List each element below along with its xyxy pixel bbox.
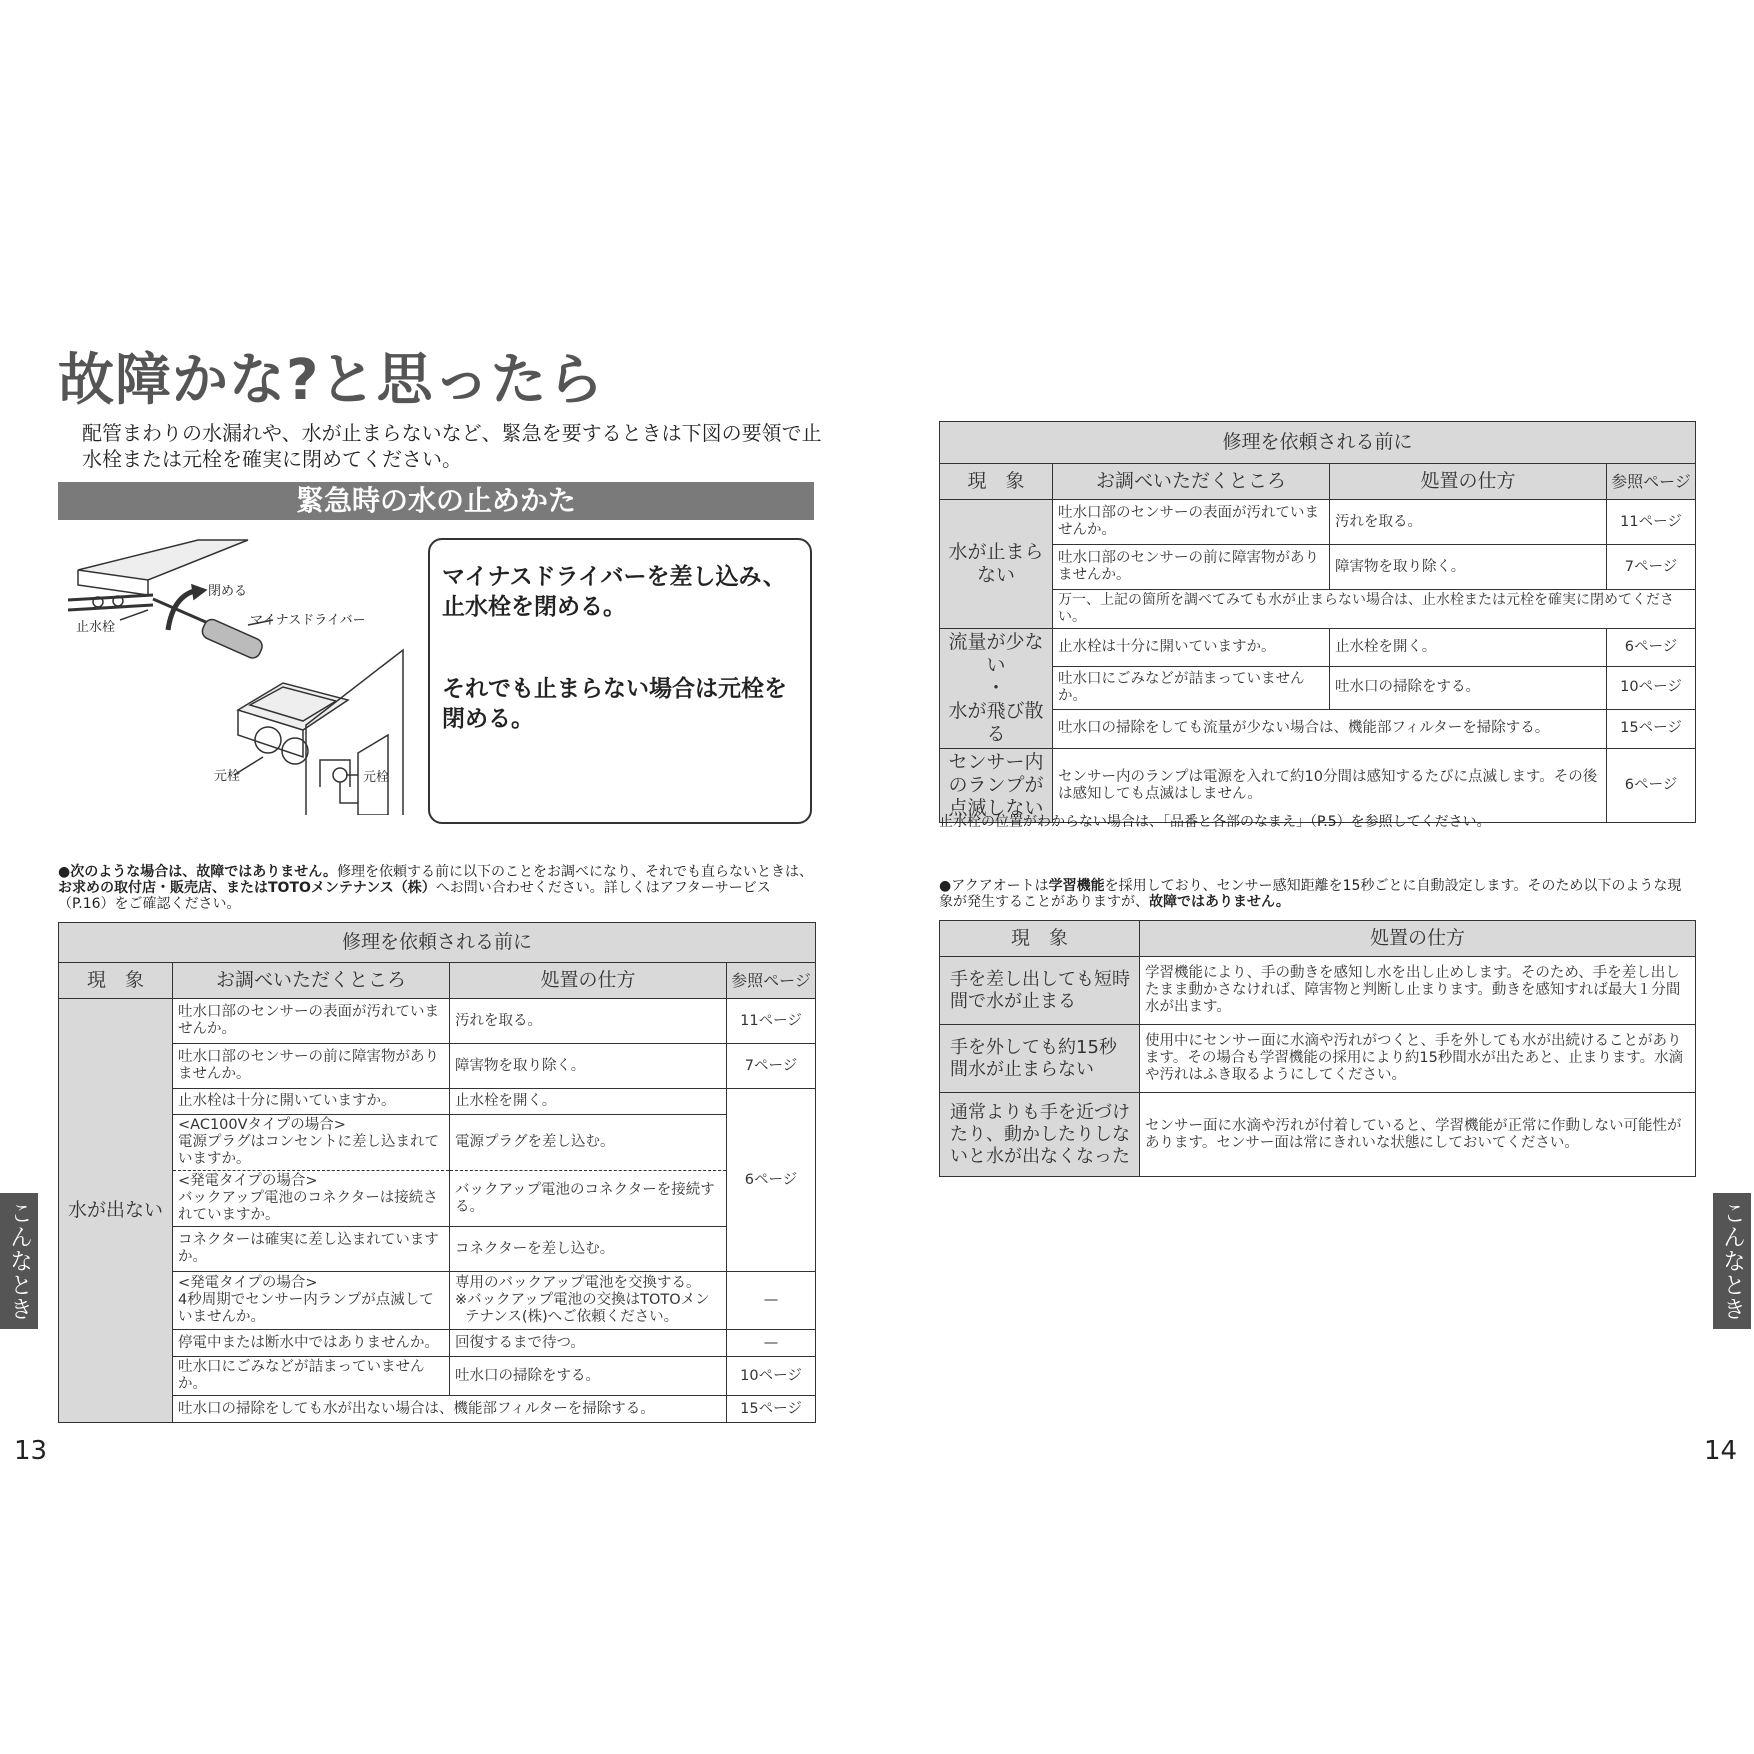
check-cell: 吐水口にごみなどが詰まっていませんか。 xyxy=(1053,667,1330,710)
stop-valve-location-note: 止水栓の位置がわからない場合は、「品番と各部のなまえ」（P.5）を参照してください。 xyxy=(939,814,1491,830)
symptom-line: 流量が少ない xyxy=(948,631,1044,676)
check-cell: 止水栓は十分に開いていますか。 xyxy=(1053,629,1330,667)
label-main-valve-2: 元栓 xyxy=(363,770,390,785)
col-symptom: 現 象 xyxy=(940,921,1140,957)
table-row xyxy=(59,1396,816,1423)
check-text: 4秒周期でセンサー内ランプが点滅していませんか。 xyxy=(178,1292,434,1325)
right-troubleshooting-table xyxy=(939,421,1696,823)
fix-cell: 汚れを取る。 xyxy=(1330,500,1607,545)
check-cell: 吐水口部のセンサーの前に障害物がありませんか。 xyxy=(173,1044,450,1089)
note-lead: ●次のような場合は、故障ではありません。 xyxy=(58,864,338,880)
note-lead: ●アクアオートは xyxy=(939,878,1049,894)
page-number-14: 14 xyxy=(1704,1436,1738,1466)
label-main-valve-1: 元栓 xyxy=(214,769,241,784)
ref-cell: 7ページ xyxy=(727,1044,816,1089)
ref-cell: 7ページ xyxy=(1607,545,1696,590)
fix-cell: 止水栓を開く。 xyxy=(450,1089,727,1115)
note-body: を採用しており、センサー感知距離を15秒ごとに自動設定します。そのため以下のような現象が発生することがありますが、 xyxy=(939,878,1682,910)
check-text: バックアップ電池のコネクターは接続されていますか。 xyxy=(178,1190,438,1223)
left-troubleshooting-table xyxy=(58,922,816,1423)
table-caption: 修理を依頼される前に xyxy=(59,923,816,963)
table-row xyxy=(59,1272,816,1330)
table-row xyxy=(940,1025,1696,1093)
col-ref: 参照ページ xyxy=(727,963,816,999)
check-cell: 止水栓は十分に開いていますか。 xyxy=(173,1089,450,1115)
symptom-low-flow xyxy=(940,629,1053,749)
table-row xyxy=(59,1115,816,1171)
label-screwdriver: マイナスドライバー xyxy=(250,613,366,628)
ref-cell: 10ページ xyxy=(727,1357,816,1396)
col-check: お調べいただくところ xyxy=(1053,464,1330,500)
fix-cell: 障害物を取り除く。 xyxy=(1330,545,1607,590)
symptom-cell: 手を差し出しても短時間で水が止まる xyxy=(940,957,1140,1025)
fix-cell: コネクターを差し込む。 xyxy=(450,1227,727,1272)
col-ref: 参照ページ xyxy=(1607,464,1696,500)
table-caption: 修理を依頼される前に xyxy=(940,422,1696,464)
fix-text: 専用のバックアップ電池を交換する。 xyxy=(455,1275,701,1291)
symptom-cell: 通常よりも手を近づけたり、動かしたりしないと水が出なくなった xyxy=(940,1093,1140,1177)
fix-cell: 吐水口の掃除をする。 xyxy=(450,1357,727,1396)
instruction-step-1: マイナスドライバーを差し込み、止水栓を閉める。 xyxy=(442,564,786,620)
table-row xyxy=(940,749,1696,823)
check-cell: 停電中または断水中ではありませんか。 xyxy=(173,1330,450,1357)
check-cell xyxy=(173,1171,450,1227)
col-symptom: 現 象 xyxy=(59,963,173,999)
fix-cell: 学習機能により、手の動きを感知し水を出し止めします。そのため、手を差し出したまま動かさなければ、障害物と判断し止まります。動きを感知すれば最大１分間水が出ます。 xyxy=(1140,957,1696,1025)
check-heading: <発電タイプの場合> xyxy=(178,1173,318,1189)
col-fix: 処置の仕方 xyxy=(1140,921,1696,957)
not-a-fault-note xyxy=(58,864,814,912)
learning-function-table xyxy=(939,920,1696,1177)
table-row xyxy=(59,1044,816,1089)
table-row xyxy=(940,667,1696,710)
check-cell xyxy=(173,1115,450,1171)
col-fix: 処置の仕方 xyxy=(450,963,727,999)
ref-cell: 6ページ xyxy=(1607,749,1696,823)
fix-cell: バックアップ電池のコネクターを接続する。 xyxy=(450,1171,727,1227)
table-row xyxy=(940,709,1696,748)
instruction-step-2: それでも止まらない場合は元栓を閉める。 xyxy=(442,676,787,732)
table-row xyxy=(59,1089,816,1115)
table-row xyxy=(59,1330,816,1357)
fix-cell: 回復するまで待つ。 xyxy=(450,1330,727,1357)
check-cell: 吐水口部のセンサーの前に障害物がありませんか。 xyxy=(1053,545,1330,590)
section-heading-emergency: 緊急時の水の止めかた xyxy=(58,482,814,520)
symptom-lamp-not-blinking: センサー内のランプが点滅しない xyxy=(940,749,1053,823)
page-number-13: 13 xyxy=(14,1436,48,1466)
ref-cell: 6ページ xyxy=(727,1089,816,1272)
ref-cell: 6ページ xyxy=(1607,629,1696,667)
note-body-1: 修理を依頼する前に以下のことをお調べになり、それでも直らないときは、 xyxy=(337,864,814,880)
table-row xyxy=(940,1093,1696,1177)
fix-cell: 使用中にセンサー面に水滴や汚れがつくと、手を外しても水が出続けることがあります。その場合も学習機能の採用により約15秒間水が出たあと、止まります。水滴や汚れはふき取るようにしてください。 xyxy=(1140,1025,1696,1093)
check-cell xyxy=(173,1272,450,1330)
side-tab-right: こんなときは xyxy=(1713,1193,1751,1329)
fix-note: ※バックアップ電池の交換はTOTOメンテナンス(株)へご依頼ください。 xyxy=(455,1292,710,1325)
check-heading: <AC100Vタイプの場合> xyxy=(178,1117,346,1133)
ref-cell: — xyxy=(727,1272,816,1330)
fix-cell: 汚れを取る。 xyxy=(450,999,727,1044)
check-cell: センサー内のランプは電源を入れて約10分間は感知するたびに点滅します。その後は感知しても点滅はしません。 xyxy=(1053,749,1607,823)
check-cell: コネクターは確実に差し込まれていますか。 xyxy=(173,1227,450,1272)
table-row xyxy=(59,999,816,1044)
table-row xyxy=(59,1171,816,1227)
ref-cell: 15ページ xyxy=(727,1396,816,1423)
note-emphasis: 学習機能 xyxy=(1048,878,1105,894)
check-cell: 万一、上記の箇所を調べてみても水が止まらない場合は、止水栓または元栓を確実に閉めてください。 xyxy=(1053,590,1696,629)
side-tab-left: こんなとき xyxy=(0,1193,38,1329)
table-row xyxy=(940,500,1696,545)
note-contact: お求めの取付店・販売店、またはTOTOメンテナンス（株） xyxy=(58,880,436,896)
symptom-separator: ・ xyxy=(986,677,1006,699)
check-text: 電源プラグはコンセントに差し込まれていますか。 xyxy=(178,1134,439,1167)
note-body-2: へお問い合わせください。詳しくはアフターサービス（P.16）をご確認ください。 xyxy=(58,880,771,912)
fix-cell xyxy=(450,1272,727,1330)
symptom-water-not-stopping: 水が止まらない xyxy=(940,500,1053,629)
col-check: お調べいただくところ xyxy=(173,963,450,999)
check-cell: 吐水口部のセンサーの表面が汚れていませんか。 xyxy=(1053,500,1330,545)
fix-cell: 吐水口の掃除をする。 xyxy=(1330,667,1607,710)
note-emphasis: 故障ではありません。 xyxy=(1149,894,1290,910)
ref-cell: 11ページ xyxy=(727,999,816,1044)
label-close: 閉める xyxy=(208,584,248,599)
fix-cell: 電源プラグを差し込む。 xyxy=(450,1115,727,1171)
ref-cell: 10ページ xyxy=(1607,667,1696,710)
intro-text: 配管まわりの水漏れや、水が止まらないなど、緊急を要するときは下図の要領で止水栓または元栓を確実に閉めてください。 xyxy=(82,421,822,471)
table-row xyxy=(940,545,1696,590)
check-cell: 吐水口の掃除をしても水が出ない場合は、機能部フィルターを掃除する。 xyxy=(173,1396,727,1423)
check-heading: <発電タイプの場合> xyxy=(178,1275,318,1291)
table-row xyxy=(940,590,1696,629)
check-cell: 吐水口の掃除をしても流量が少ない場合は、機能部フィルターを掃除する。 xyxy=(1053,709,1607,748)
symptom-cell: 手を外しても約15秒間水が止まらない xyxy=(940,1025,1140,1093)
col-fix: 処置の仕方 xyxy=(1330,464,1607,500)
symptom-no-water: 水が出ない xyxy=(59,999,173,1423)
col-symptom: 現 象 xyxy=(940,464,1053,500)
page-title: 故障かな?と思ったら xyxy=(58,348,605,413)
fix-cell: センサー面に水滴や汚れが付着していると、学習機能が正常に作動しない可能性があります。センサー面は常にきれいな状態にしておいてください。 xyxy=(1140,1093,1696,1177)
check-cell: 吐水口にごみなどが詰まっていませんか。 xyxy=(173,1357,450,1396)
fix-cell: 止水栓を開く。 xyxy=(1330,629,1607,667)
instruction-box xyxy=(428,538,812,824)
valve-closing-illustration xyxy=(58,535,428,815)
table-row xyxy=(59,1357,816,1396)
table-row xyxy=(940,957,1696,1025)
table-row xyxy=(59,1227,816,1272)
fix-cell: 障害物を取り除く。 xyxy=(450,1044,727,1089)
check-cell: 吐水口部のセンサーの表面が汚れていませんか。 xyxy=(173,999,450,1044)
ref-cell: 15ページ xyxy=(1607,709,1696,748)
ref-cell: — xyxy=(727,1330,816,1357)
learning-function-note xyxy=(939,878,1695,910)
label-stop-valve: 止水栓 xyxy=(76,620,116,635)
ref-cell: 11ページ xyxy=(1607,500,1696,545)
symptom-line: 水が飛び散る xyxy=(948,700,1044,745)
table-row xyxy=(940,629,1696,667)
